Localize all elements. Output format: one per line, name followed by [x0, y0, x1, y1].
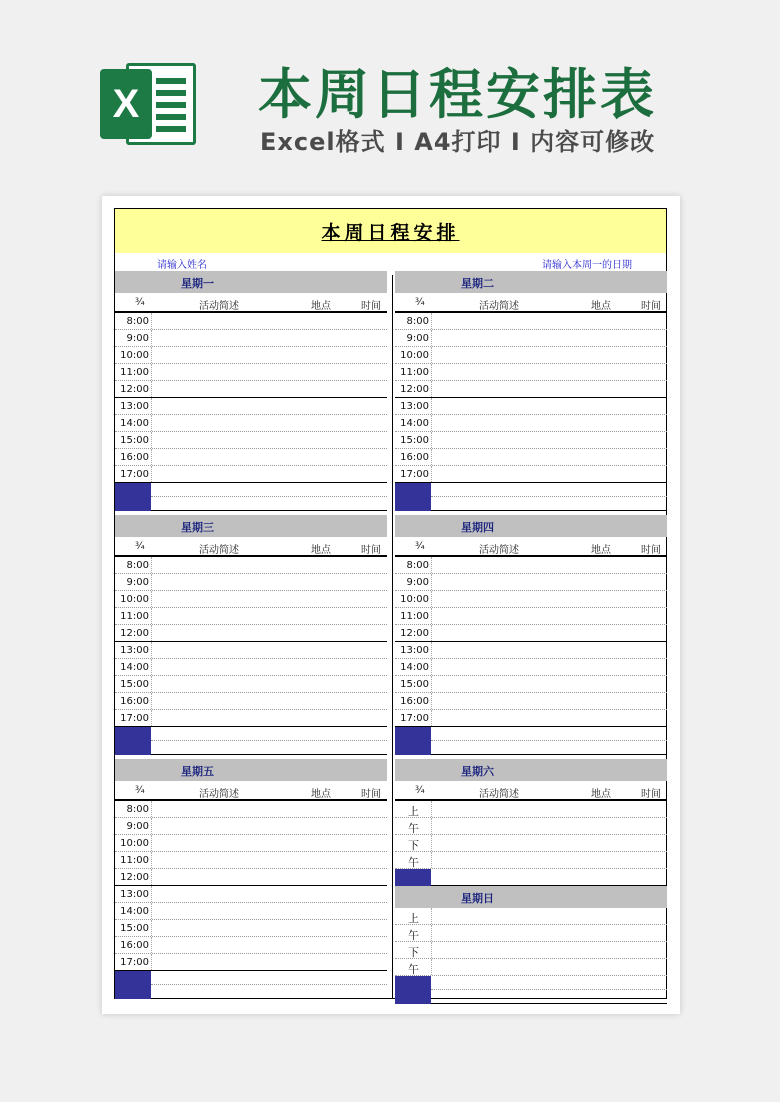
hour-row[interactable] [395, 659, 667, 676]
hour-label: 10:00 [120, 838, 149, 849]
day-header-friday [115, 759, 387, 781]
day-block-monday [115, 271, 387, 511]
day-block-wednesday [115, 515, 387, 755]
col-activity: 活动简述 [479, 545, 519, 556]
day-block-friday [115, 759, 387, 999]
hour-row[interactable] [115, 557, 387, 574]
col-time: 时间 [361, 301, 381, 312]
saturday-pm-row[interactable] [395, 852, 667, 869]
hour-row[interactable] [115, 330, 387, 347]
saturday-am-row[interactable] [395, 801, 667, 818]
hour-row[interactable] [395, 347, 667, 364]
hour-label: 12:00 [120, 872, 149, 883]
hour-row[interactable] [115, 608, 387, 625]
hour-row[interactable] [395, 449, 667, 466]
col-fraction: ¾ [135, 297, 145, 308]
hour-label: 10:00 [400, 594, 429, 605]
hour-row[interactable] [115, 415, 387, 432]
hour-label: 8:00 [406, 316, 429, 327]
hour-label: 14:00 [120, 418, 149, 429]
half-day-char: 午 [408, 856, 419, 869]
hour-row[interactable] [115, 693, 387, 710]
hour-row[interactable] [115, 710, 387, 727]
day-block-weekend [395, 759, 667, 1004]
hour-label: 8:00 [406, 560, 429, 571]
saturday-pm-row[interactable] [395, 835, 667, 852]
hour-row[interactable] [115, 852, 387, 869]
hour-row[interactable] [115, 659, 387, 676]
hour-row[interactable] [115, 398, 387, 415]
hour-label: 17:00 [120, 713, 149, 724]
hour-row[interactable] [115, 903, 387, 920]
hour-label: 17:00 [400, 469, 429, 480]
col-location: 地点 [591, 545, 611, 556]
half-day-char: 下 [408, 839, 419, 852]
day-label: 星期一 [181, 277, 214, 290]
half-day-char: 上 [408, 912, 419, 925]
column-headers [395, 293, 667, 313]
hour-label: 9:00 [126, 577, 149, 588]
hour-label: 11:00 [400, 367, 429, 378]
day-block-thursday [395, 515, 667, 755]
date-input-hint[interactable]: 请输入本周一的日期 [542, 260, 632, 271]
hour-label: 13:00 [120, 889, 149, 900]
hour-label: 9:00 [126, 821, 149, 832]
navy-block [115, 727, 151, 755]
hour-row[interactable] [395, 676, 667, 693]
saturday-am-row[interactable] [395, 818, 667, 835]
hour-label: 11:00 [120, 611, 149, 622]
hour-label: 11:00 [120, 367, 149, 378]
hour-label: 11:00 [400, 611, 429, 622]
day-label: 星期二 [461, 277, 494, 290]
hour-row[interactable] [115, 886, 387, 903]
hour-label: 12:00 [400, 384, 429, 395]
col-activity: 活动简述 [199, 301, 239, 312]
hour-label: 14:00 [400, 418, 429, 429]
hour-label: 17:00 [400, 713, 429, 724]
column-headers [115, 537, 387, 557]
hour-row[interactable] [115, 869, 387, 886]
day-block-tuesday [395, 271, 667, 511]
hour-label: 13:00 [400, 645, 429, 656]
hour-row[interactable] [115, 676, 387, 693]
hour-row[interactable] [395, 608, 667, 625]
hour-row[interactable] [395, 642, 667, 659]
hour-row[interactable] [115, 364, 387, 381]
sunday-am-row[interactable] [395, 908, 667, 925]
column-headers [115, 293, 387, 313]
col-activity: 活动简述 [479, 789, 519, 800]
excel-letter: X [100, 69, 152, 139]
hour-row[interactable] [395, 313, 667, 330]
schedule-table [114, 208, 667, 999]
hour-label: 11:00 [120, 855, 149, 866]
hour-label: 9:00 [406, 333, 429, 344]
half-day-char: 上 [408, 805, 419, 818]
hour-label: 15:00 [120, 679, 149, 690]
hour-label: 14:00 [120, 906, 149, 917]
column-headers [395, 781, 667, 801]
hour-row[interactable] [115, 625, 387, 642]
col-fraction: ¾ [135, 541, 145, 552]
col-fraction: ¾ [415, 297, 425, 308]
hour-label: 12:00 [120, 384, 149, 395]
day-label: 星期五 [181, 765, 214, 778]
col-location: 地点 [311, 545, 331, 556]
hour-row[interactable] [395, 432, 667, 449]
promo-header [0, 0, 780, 190]
hour-row[interactable] [115, 449, 387, 466]
hour-row[interactable] [115, 920, 387, 937]
hour-row[interactable] [115, 313, 387, 330]
hour-row[interactable] [395, 591, 667, 608]
day-footer-row [115, 727, 387, 755]
day-header-sunday [395, 886, 667, 908]
col-activity: 活动简述 [199, 545, 239, 556]
hour-row[interactable] [395, 625, 667, 642]
hour-row[interactable] [395, 574, 667, 591]
navy-block [395, 869, 431, 886]
hour-label: 15:00 [400, 679, 429, 690]
hour-row[interactable] [395, 398, 667, 415]
hour-row[interactable] [115, 954, 387, 971]
col-time: 时间 [361, 545, 381, 556]
col-fraction: ¾ [415, 541, 425, 552]
hour-row[interactable] [115, 574, 387, 591]
hour-label: 13:00 [120, 401, 149, 412]
col-location: 地点 [591, 789, 611, 800]
hour-row[interactable] [395, 364, 667, 381]
col-location: 地点 [311, 789, 331, 800]
column-headers [395, 537, 667, 557]
day-header-thursday [395, 515, 667, 537]
hour-row[interactable] [115, 642, 387, 659]
hour-row[interactable] [115, 801, 387, 818]
day-label: 星期三 [181, 521, 214, 534]
day-label: 星期日 [461, 892, 494, 905]
col-time: 时间 [641, 301, 661, 312]
schedule-title-bar [115, 209, 666, 253]
hour-label: 14:00 [400, 662, 429, 673]
day-footer-row [395, 727, 667, 755]
half-day-char: 午 [408, 822, 419, 835]
hour-label: 15:00 [400, 435, 429, 446]
col-time: 时间 [641, 789, 661, 800]
col-activity: 活动简述 [479, 301, 519, 312]
document-sheet [102, 196, 680, 1014]
excel-icon [100, 55, 200, 151]
half-day-char: 午 [408, 929, 419, 942]
hour-label: 10:00 [400, 350, 429, 361]
day-footer-row [115, 483, 387, 511]
hour-label: 8:00 [126, 804, 149, 815]
hour-label: 16:00 [400, 696, 429, 707]
navy-block [115, 971, 151, 999]
center-divider [392, 275, 393, 999]
hour-label: 15:00 [120, 923, 149, 934]
hour-label: 16:00 [120, 452, 149, 463]
column-headers [115, 781, 387, 801]
day-header-wednesday [115, 515, 387, 537]
sunday-pm-row[interactable] [395, 942, 667, 959]
navy-block [395, 976, 431, 1004]
col-activity: 活动简述 [199, 789, 239, 800]
hour-row[interactable] [115, 818, 387, 835]
hour-label: 16:00 [120, 940, 149, 951]
day-footer-row [115, 971, 387, 999]
hour-label: 13:00 [400, 401, 429, 412]
hour-label: 17:00 [120, 957, 149, 968]
hour-label: 10:00 [120, 594, 149, 605]
name-input-hint[interactable]: 请输入姓名 [157, 260, 207, 271]
day-header-monday [115, 271, 387, 293]
hour-row[interactable] [115, 466, 387, 483]
hour-label: 9:00 [126, 333, 149, 344]
saturday-footer-row [395, 869, 667, 886]
hour-label: 12:00 [400, 628, 429, 639]
sunday-footer-row [395, 976, 667, 1004]
hour-label: 8:00 [126, 316, 149, 327]
hour-row[interactable] [115, 591, 387, 608]
navy-block [115, 483, 151, 511]
navy-block [395, 727, 431, 755]
col-time: 时间 [361, 789, 381, 800]
day-label: 星期六 [461, 765, 494, 778]
col-location: 地点 [591, 301, 611, 312]
hour-label: 15:00 [120, 435, 149, 446]
col-fraction: ¾ [415, 785, 425, 796]
hour-label: 10:00 [120, 350, 149, 361]
hour-row[interactable] [395, 381, 667, 398]
hour-row[interactable] [115, 381, 387, 398]
half-day-char: 午 [408, 963, 419, 976]
hour-label: 9:00 [406, 577, 429, 588]
hour-label: 16:00 [400, 452, 429, 463]
hour-row[interactable] [115, 432, 387, 449]
hour-row[interactable] [395, 693, 667, 710]
page-title: 本周日程安排表 [258, 63, 657, 126]
col-time: 时间 [641, 545, 661, 556]
hour-row[interactable] [395, 710, 667, 727]
half-day-char: 下 [408, 946, 419, 959]
hour-row[interactable] [115, 347, 387, 364]
day-header-tuesday [395, 271, 667, 293]
hour-label: 16:00 [120, 696, 149, 707]
schedule-title: 本周日程安排 [321, 221, 460, 244]
hour-row[interactable] [395, 466, 667, 483]
sunday-pm-row[interactable] [395, 959, 667, 976]
navy-block [395, 483, 431, 511]
hour-label: 8:00 [126, 560, 149, 571]
day-header-saturday [395, 759, 667, 781]
hour-label: 17:00 [120, 469, 149, 480]
page-subtitle: Excel格式 I A4打印 I 内容可修改 [260, 128, 656, 156]
col-fraction: ¾ [135, 785, 145, 796]
day-label: 星期四 [461, 521, 494, 534]
sunday-am-row[interactable] [395, 925, 667, 942]
hour-row[interactable] [395, 557, 667, 574]
hour-row[interactable] [115, 937, 387, 954]
day-footer-row [395, 483, 667, 511]
col-location: 地点 [311, 301, 331, 312]
hour-row[interactable] [395, 330, 667, 347]
hour-row[interactable] [115, 835, 387, 852]
hour-row[interactable] [395, 415, 667, 432]
hour-label: 12:00 [120, 628, 149, 639]
hour-label: 13:00 [120, 645, 149, 656]
hour-label: 14:00 [120, 662, 149, 673]
